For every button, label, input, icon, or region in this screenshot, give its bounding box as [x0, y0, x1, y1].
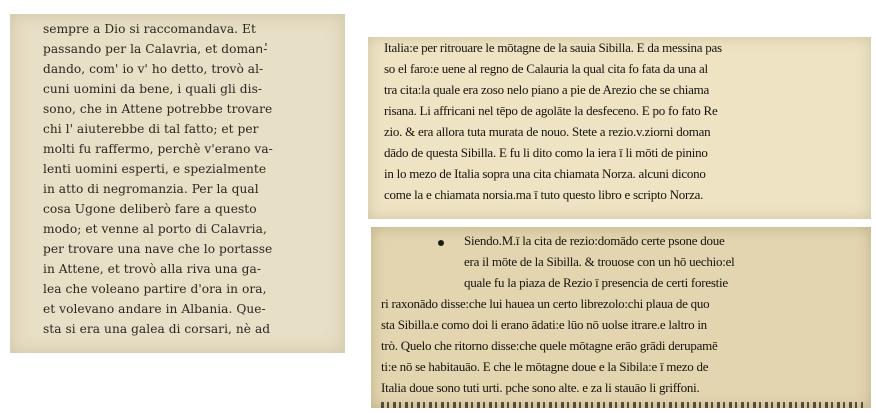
- right-bottom-line-2: era il mōte de la Sibilla. & trouose con un hō uechio:el: [464, 254, 735, 269]
- left-line-11: modo; et venne al porto di Calavria,: [43, 222, 267, 236]
- left-line-10: cosa Ugone deliberò fare a questo: [43, 202, 257, 216]
- left-line-1: sempre a Dio si raccomandava. Et: [43, 22, 256, 36]
- left-line-2: passando per la Calavria, et domanٔ-: [43, 42, 268, 56]
- left-line-7: molti fu raffermo, perchè v'erano va-: [43, 142, 273, 156]
- left-line-12: per trovare una nave che lo portasse: [43, 242, 273, 256]
- right-bottom-line-8: Italia doue sono tuti urti. pche sono alte. e za li stauāo li griffoni.: [381, 380, 700, 395]
- paragraph-marker: [438, 240, 444, 246]
- right-bottom-line-6: trò. Quelo che ritorno disse:che quele mōtagne erāo grādi derupamē: [381, 338, 718, 353]
- right-top-line-3: tra cita:la quale era zoso nelo piano a pie de Arezio che se chiama: [384, 82, 710, 97]
- right-top-line-1: Italia:e per ritrouare le mōtagne de la sauia Sibilla. E da messina pas: [384, 40, 722, 55]
- right-top-line-4: risana. Li affricani nel tēpo de agolāte la desfeceno. E po fo fato Re: [384, 103, 718, 118]
- right-bottom-page-scan: [371, 227, 871, 408]
- cropped-text-remnant-bottom: [381, 402, 863, 408]
- right-bottom-line-5: sta Sibilla.e como doi li erano ādati:e lūo nō uolse itrare.e laltro in: [381, 317, 707, 332]
- left-line-14: lea che voleano partire d'ora in ora,: [43, 282, 267, 296]
- left-line-15: et volevano andare in Albania. Que-: [43, 302, 266, 316]
- right-top-line-5: zio. & era allora tuta murata de nouo. Stete a rezio.v.ziorni doman: [384, 124, 711, 139]
- right-bottom-line-1: Siendo.M.ī la cita de rezio:domādo certe psone doue: [464, 233, 725, 248]
- left-line-13: in Attene, et trovò alla riva una ga-: [43, 262, 261, 276]
- right-top-line-2: so el faro:e uene al regno de Calauria la qual cita fo fata da una al: [384, 61, 708, 76]
- right-bottom-line-7: ti:e nō se habitauāo. E che le mōtagne doue e la Sibila:e ī mezo de: [381, 359, 709, 374]
- left-line-5: sono, che in Attene potrebbe trovare: [43, 102, 273, 116]
- left-line-9: in atto di negromanzia. Per la qual: [43, 182, 259, 196]
- left-line-16: sta si era una galea di corsari, nè ad: [43, 322, 271, 336]
- scan-separator: [368, 219, 871, 227]
- left-line-8: lenti uomini esperti, e spezialmente: [43, 162, 267, 176]
- right-bottom-line-3: quale fu la piaza de Rezio ī presencia de certi forestie: [464, 275, 728, 290]
- right-top-line-8: come la e chiamata norsia.ma ī tuto questo libro e scripto Norza.: [384, 187, 704, 202]
- left-page-scan: [10, 14, 345, 353]
- left-line-6: chi l' aiuterebbe di tal fatto; et per: [43, 122, 259, 136]
- right-top-line-6: dādo de questa Sibilla. E fu li dito como la iera ī li mōti de pinino: [384, 145, 708, 160]
- right-bottom-line-4: ri raxonādo disse:che lui hauea un certo librezolo:chi plaua de quo: [381, 296, 710, 311]
- right-top-page-scan: [368, 37, 871, 219]
- right-top-line-7: in lo mezo de Italia sopra una cita chiamata Norza. alcuni dicono: [384, 166, 706, 181]
- left-line-3: dando, com' io v' ho detto, trovò al-: [43, 62, 264, 76]
- left-line-4: cuni uomini da bene, i quali gli dis-: [43, 82, 263, 96]
